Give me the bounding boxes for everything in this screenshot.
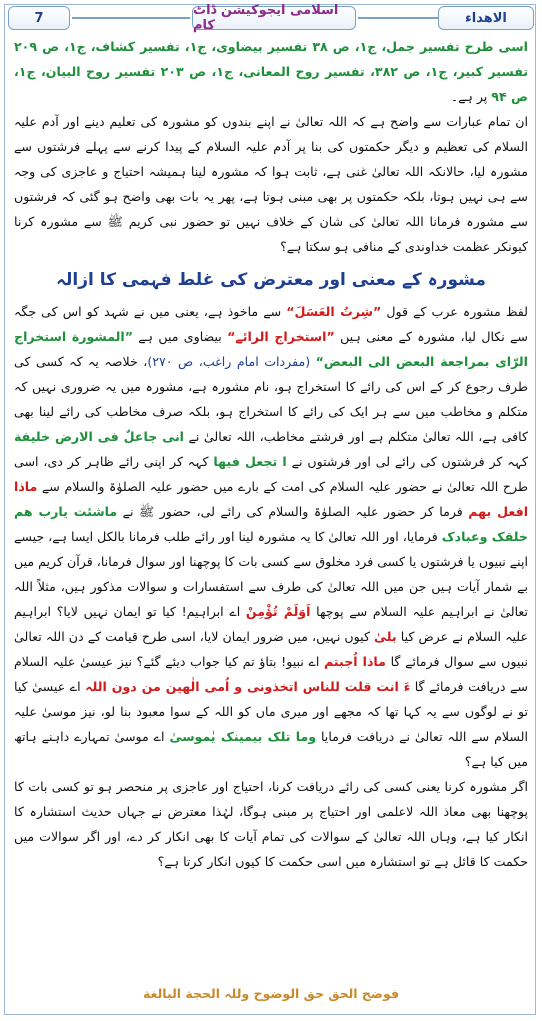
section-heading: مشورہ کے معنی اور معترض کی غلط فہمی کا ازالہ: [56, 270, 486, 290]
section-title: الاھداء: [438, 6, 534, 30]
quranic-quote: انی جاعلٌ فی الارض خلیفة: [14, 429, 184, 444]
text-span: کہہ کر فرشتوں کی رائے لی اور فرشتوں نے: [286, 454, 529, 469]
text-span: لفظ مشورہ عرب کے قول: [381, 304, 529, 319]
text-span: فرما کر حضور علیہ الصلوٰۃ والسلام کی رائے لی، حضور ﷺ نے: [117, 504, 469, 519]
tafsir-references: اسی طرح تفسیر جمل، ج۱، ص ۳۸ تفسیر بیضاوی، ج۱، تفسیر کشاف، ج۱، ص ۲۰۹ تفسیر کبیر، ج۱، ص ۳۸۲، تفسیر روح المعانی، ج۱، ص ۲۰۳ تفسیر روح البیان، ج۱، ص ۹۴: [14, 39, 528, 104]
quranic-quote: اَوَلَمْ تُؤْمِنْ: [245, 604, 311, 619]
page-header: [6, 4, 536, 32]
text-span: اے عیسیٰ کیا تو نے لوگوں سے یہ کہا تھا کہ مجھے اور میری ماں کو اللہ کے سوا معبود بنا لو، نیز موسیٰ علیہ السلام سے اللہ تعالیٰ نے دریافت فرمایا: [14, 679, 528, 744]
text-span: بیضاوی میں ہے: [133, 329, 228, 344]
closing-line: فوضح الحق حق الوضوح وللہ الحجة البالغة: [142, 986, 400, 1001]
text-span: اے نبیو! بتاؤ تم کیا جواب دیئے گئے؟ نیز عیسیٰ علیہ السلام سے دریافت فرمائے گا: [14, 654, 528, 694]
quranic-quote: وما تلک بیمینک یٰموسیٰ: [169, 729, 317, 744]
hadith-quote: ماذا افعل بهم: [14, 479, 529, 519]
arabic-quote: ”المشورة استخراج الرّاى بمراجعة البعض الى البعض“: [14, 329, 528, 369]
quranic-quote: بلیٰ: [374, 629, 397, 644]
quranic-quote: ماذا اُجبتم: [324, 654, 386, 669]
article-body: [14, 34, 528, 874]
header-rule-left: [72, 17, 190, 19]
arabic-quote: ”شِرتُ العَسَلَ“: [286, 304, 382, 319]
hadith-quote: ماشئت یارب هم خلقک وعبادک: [14, 504, 528, 544]
meaning-paragraph: [14, 299, 528, 774]
arabic-quote: ”استخراج الرائے“: [227, 329, 335, 344]
citation: (مفردات امام راغب، ص ۲۷۰): [147, 354, 316, 369]
site-title: اسلامی ایجوکیشن ڈاٹ کام: [192, 6, 356, 30]
text-span: فرمایا، اور اللہ تعالیٰ کا یہ مشورہ لینا اور رائے طلب فرمانا بالکل ایسا ہے، جیسے اپنے نبیوں یا فرشتوں یا کسی فرد مخلوق سے کسی بات کا پوچھنا اور سوال فرمانا، قرآن کریم میں بے شمار آیات ہیں جن میں اللہ تعالیٰ کی طرف سے استفسارات و سوالات مذکور ہیں، مثلاً اللہ تعالیٰ نے ابراہیم علیہ السلام سے پوچھا: [14, 529, 528, 619]
text-span: اے ابراہیم! کیا تو ایمان نہیں لایا؟ ابراہیم علیہ السلام نے عرض کیا: [14, 604, 528, 644]
page-number: 7: [8, 6, 70, 30]
conclusion-paragraph: اگر مشورہ کرنا یعنی کسی کی رائے دریافت کرنا، احتیاج اور عاجزی پر منحصر ہو تو کسی بات کا پوچھنا بھی معاذ اللہ لاعلمی اور احتیاج پر مبنی ہوگا، لہٰذا معترض نے جہاں حدیث استشارہ کا انکار کیا ہے، وہاں اللہ تعالیٰ کے سوالات کی تمام آیات کا بھی انکار کر دے، اور اگر سوالات میں حکمت کا قائل ہے تو استشارہ میں اسی حکمت کا کیوں انکار کرتا ہے؟: [14, 779, 528, 869]
argument-paragraph: ان تمام عبارات سے واضح ہے کہ اللہ تعالیٰ نے اپنے بندوں کو مشورہ کی تعلیم دینے اور آدم علیہ السلام کی تعظیم و دیگر حکمتوں کی بنا پر آدم علیہ السلام کے پیدا کرنے سے پہلے فرشتوں سے مشورہ لیا، حالانکہ اللہ تعالیٰ غنی ہے، ثابت ہوا کہ مشورہ لینا ہمیشہ احتیاج و عاجزی کی وجہ سے ہی نہیں ہوتا، بلکہ حکمتوں پر بھی مبنی ہوتا ہے، پھر یہ بات بھی واضح ہو گئی کہ فرشتوں سے مشورہ فرمانا اللہ تعالیٰ کی شان کے خلاف نہیں تو حضور نبی کریم ﷺ سے مشورہ کرنا کیونکر عظمت خداوندی کے منافی ہو سکتا ہے؟: [14, 114, 528, 254]
quranic-quote: ءَ انت قلت للناس اتخذونی و اُمی الٰھین من دون اللہ: [85, 679, 411, 694]
header-rule-right: [358, 17, 438, 19]
text-span: کہہ کر اپنی رائے ظاہر کر دی، اسی طرح اللہ تعالیٰ نے حضور علیہ السلام کی امت کے بارے میں حضور علیہ الصلوٰۃ والسلام سے: [14, 454, 528, 494]
text-span: سے ماخوذ ہے، یعنی میں نے شہد کو اس کی جگہ سے نکال لیا، مشورہ کے معنی ہیں: [14, 304, 528, 344]
references-paragraph: [14, 34, 528, 109]
references-tail: پر ہے۔: [450, 89, 492, 104]
text-span: کیوں نہیں، میں ضرور ایمان لایا، اسی طرح قیامت کے دن اللہ تعالیٰ نبیوں سے سوال فرمائے گا: [14, 629, 528, 669]
text-span: ، خلاصہ یہ کہ کسی کی طرف رجوع کر کے اس کی رائے کا استخراج ہو، نام مشورہ ہے، مشورہ میں یہ ضروری نہیں کہ متکلم و مخاطب میں سے ہر ایک کی رائے کا استخراج ہو، بلکہ صرف مخاطب کی رائے لینا بھی کافی ہے، اللہ تعالیٰ متکلم ہے اور فرشتے مخاطب، اللہ تعالیٰ نے: [14, 354, 528, 444]
quranic-quote: ا تجعل فیها: [213, 454, 287, 469]
text-span: اے موسیٰ تمہارے داہنے ہاتھ میں کیا ہے؟: [14, 729, 528, 769]
